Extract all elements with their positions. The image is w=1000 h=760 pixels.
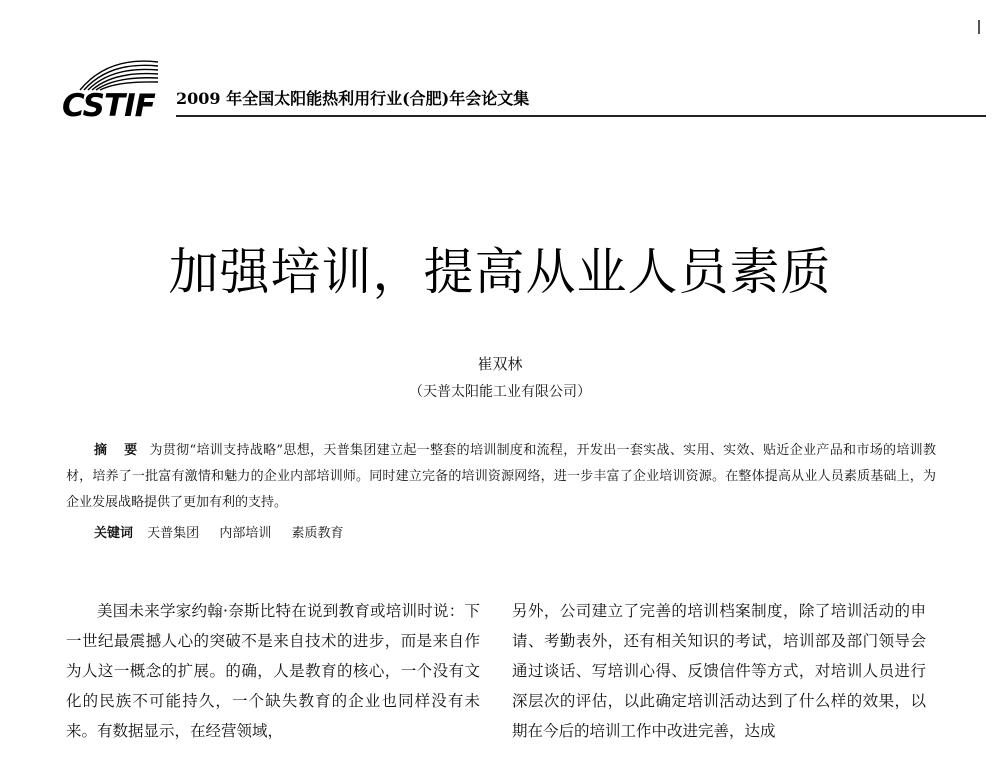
logo-arc-icon — [72, 52, 162, 92]
author-name: 崔双林 — [477, 355, 523, 373]
abstract-text: 为贯彻“培训支持战略”思想，天普集团建立起一整套的培训制度和流程，开发出一套实战、实用、实效、贴近企业产品和市场的培训教材，培养了一批富有激情和魅力的企业内部培训师。同时建立完备的培训资源网络，进一步丰富了企业培训资源。在整体提高从业人员素质基础上，为企业发展战略提供了更加有利的支持。 — [66, 443, 937, 510]
keyword-item: 天普集团 — [147, 526, 200, 541]
logo-text: CSTIF — [62, 88, 155, 124]
header-rule — [176, 115, 986, 117]
paper-title: 加强培训，提高从业人员素质 — [168, 243, 832, 301]
body-column-right: 另外，公司建立了完善的培训档案制度，除了培训活动的申请、考勤表外，还有相关知识的考试，培训部及部门领导会通过谈话、写培训心得、反馈信件等方式，对培训人员进行深层次的评估，以此确定培训活动达到了什么样的效果，以期在今后的培训工作中改进完善，达成 — [512, 602, 926, 740]
keywords — [94, 522, 359, 541]
keywords-label: 关键词 — [94, 526, 134, 541]
cstif-logo — [62, 52, 172, 124]
corner-mark — [978, 20, 980, 34]
keyword-item: 素质教育 — [291, 526, 344, 541]
abstract-label: 摘 要 — [94, 443, 144, 458]
keyword-item: 内部培训 — [219, 526, 272, 541]
conference-title: 2009 年全国太阳能热利用行业(合肥)年会论文集 — [176, 89, 530, 108]
body-column-left: 美国未来学家约翰·奈斯比特在说到教育或培训时说：下一世纪最震撼人心的突破不是来自技术的进步，而是来自作为人这一概念的扩展。的确，人是教育的核心，一个没有文化的民族不可能持久，一个缺失教育的企业也同样没有未来。有数据显示，在经营领域， — [66, 602, 480, 740]
author-affiliation: （天普太阳能工业有限公司） — [409, 384, 591, 400]
abstract — [66, 438, 936, 516]
